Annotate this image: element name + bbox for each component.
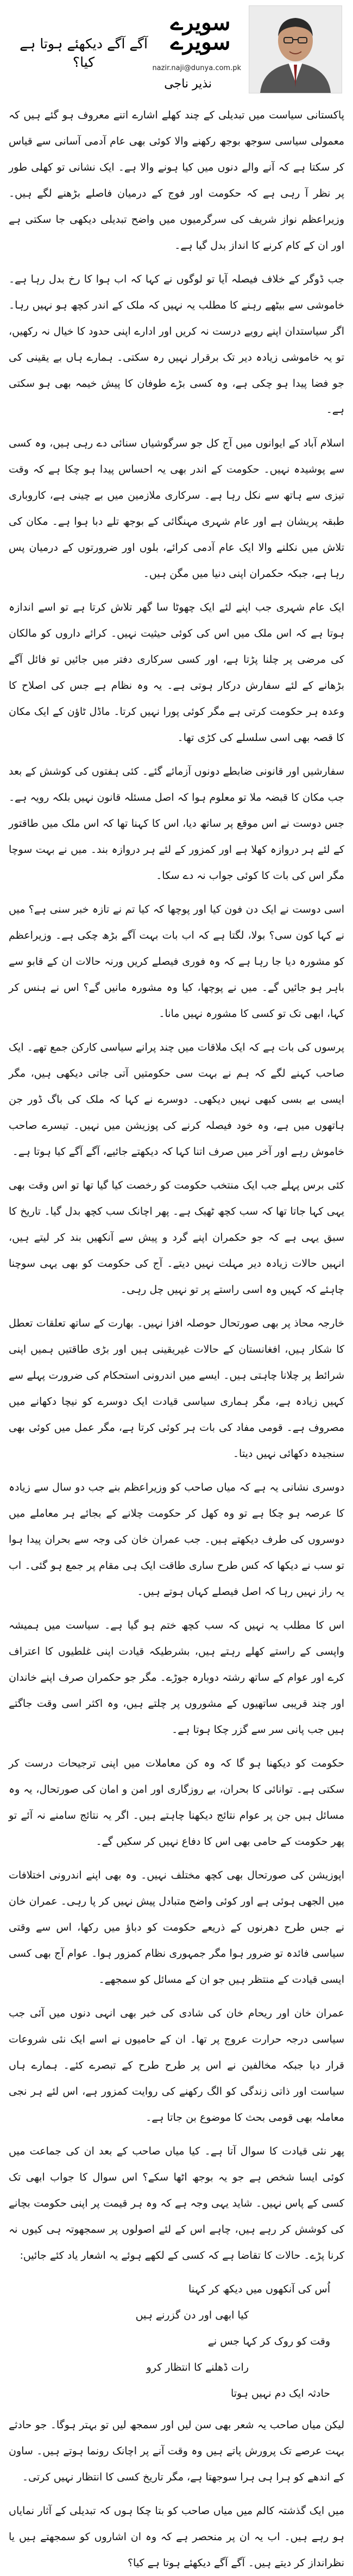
article-paragraph: جب ڈوگر کے خلاف فیصلہ آیا تو لوگوں نے کہا کہ اب ہوا کا رخ بدل رہا ہے۔ خاموشی سے بیٹھے رہنے کا مطلب یہ نہیں کہ ملک کے اندر کچھ ہو نہیں رہا۔ اگر سیاستدان اپنے رویے درست نہ کریں اور ادارے اپنی حدود کا خیال نہ رکھیں، تو یہ خاموشی زیادہ دیر تک برقرار نہیں رہ سکتی۔ ہمارے ہاں بے یقینی کی جو فضا پیدا ہو چکی ہے، وہ کسی بڑے طوفان کا پیش خیمہ بھی ہو سکتی ہے۔	[9, 273, 344, 416]
author-name: نذیر ناجی	[164, 77, 212, 91]
column-masthead	[5, 0, 348, 102]
article-paragraph: کئی برس پہلے جب ایک منتخب حکومت کو رخصت کیا گیا تھا تو اس وقت بھی یہی کہا جاتا تھا کہ سب کچھ ٹھیک ہے۔ پھر اچانک سب کچھ بدل گیا۔ تاریخ کا سبق یہی ہے کہ جو حکمران اپنے گرد و پیش سے آنکھیں بند کر لیتے ہیں، انہیں حالات زیادہ دیر مہلت نہیں دیتے۔ آج کی حکومت کو بھی یہی سوچنا چاہئے کہ کہیں وہ اسی راستے پر تو نہیں چل رہی۔	[9, 1179, 344, 1296]
column-headline: آگے آگے دیکھئے ہوتا ہے کیا؟	[20, 36, 148, 70]
article-body	[5, 102, 348, 2576]
author-portrait-icon	[249, 6, 342, 93]
poem-line: کیا ابھی اور دن گزرنے ہیں	[135, 2309, 249, 2321]
column-logo-line1: سویرے	[170, 10, 231, 35]
article-paragraph: اپوزیشن کی صورتحال بھی کچھ مختلف نہیں۔ وہ بھی اپنے اندرونی اختلافات میں الجھی ہوئی ہے اور کوئی واضح متبادل پیش نہیں کر پا رہی۔ عمران خان نے جس طرح دھرنوں کے ذریعے حکومت کو دباؤ میں رکھا، اس سے وقتی سیاسی فائدہ تو ضرور ہوا مگر جمہوری نظام کمزور ہوا۔ عوام آج بھی کسی ایسی قیادت کے منتظر ہیں جو ان کے مسائل کو سمجھے۔	[9, 1869, 344, 1986]
author-photo	[249, 5, 342, 93]
article-paragraph: عمران خان اور ریحام خان کی شادی کی خبر بھی انہی دنوں میں آئی جب سیاسی درجہ حرارت عروج پر تھا۔ ان کے حامیوں نے اسے ایک نئی شروعات قرار دیا جبکہ مخالفین نے اس پر طرح طرح کے تبصرے کئے۔ ہمارے ہاں سیاست اور ذاتی زندگی کو الگ رکھنے کی روایت کمزور ہے، اس لئے ہر نجی معاملہ بھی قومی بحث کا موضوع بن جاتا ہے۔	[9, 2007, 344, 2123]
column-logo-line2: سویرے	[170, 29, 231, 55]
article-paragraph: پرسوں کی بات ہے کہ ایک ملاقات میں چند پرانے سیاسی کارکن جمع تھے۔ ایک صاحب کہنے لگے کہ ہم نے بہت سی حکومتیں آتی جاتی دیکھی ہیں، مگر ایسی بے بسی کبھی نہیں دیکھی۔ دوسرے نے کہا کہ ملک کی باگ ڈور جن ہاتھوں میں ہے، وہ خود فیصلہ کرنے کی پوزیشن میں نہیں۔ تیسرے صاحب خاموش رہے اور آخر میں صرف اتنا کہا کہ دیکھتے جائیے، آگے آگے کیا ہوتا ہے۔	[9, 1041, 344, 1158]
article-paragraph: ایک عام شہری جب اپنے لئے ایک چھوٹا سا گھر تلاش کرتا ہے تو اسے اندازہ ہوتا ہے کہ اس ملک میں اس کی کوئی حیثیت نہیں۔ کرائے داروں کو مالکان کی مرضی پر چلنا پڑتا ہے، اور کسی سرکاری دفتر میں جائیں تو فائل آگے بڑھانے کے لئے سفارش درکار ہوتی ہے۔ یہ وہ نظام ہے جس کی اصلاح کا وعدہ ہر حکومت کرتی ہے مگر کوئی پورا نہیں کرتا۔ ماڈل ٹاؤن کے ایک مکان کا قصہ بھی اسی سلسلے کی کڑی تھا۔	[9, 601, 344, 744]
article-paragraph: اسی دوست نے ایک دن فون کیا اور پوچھا کہ کیا تم نے تازہ خبر سنی ہے؟ میں نے کہا کون سی؟ بولا، لگتا ہے کہ اب بات بہت آگے بڑھ چکی ہے۔ وزیراعظم کو مشورہ دیا جا رہا ہے کہ وہ فوری فیصلے کریں ورنہ حالات ان کے قابو سے باہر ہو جائیں گے۔ میں نے پوچھا، کیا وہ مشورہ مانیں گے؟ اس نے ہنس کر کہا، ابھی تک تو کسی کا مشورہ نہیں مانا۔	[9, 903, 344, 1020]
author-email: nazir.naji@dunya.com.pk	[152, 64, 241, 72]
poem-line: رات ڈھلنے کا انتظار کرو	[146, 2361, 249, 2373]
column-logo	[160, 12, 241, 53]
article-paragraph: اسلام آباد کے ایوانوں میں آج کل جو سرگوشیاں سنائی دے رہی ہیں، وہ کسی سے پوشیدہ نہیں۔ حکومت کے اندر بھی یہ احساس پیدا ہو چکا ہے کہ وقت تیزی سے ہاتھ سے نکل رہا ہے۔ سرکاری ملازمین میں بے چینی ہے، کاروباری طبقہ پریشان ہے اور عام شہری مہنگائی کے بوجھ تلے دبا ہوا ہے۔ مکان کی تلاش میں نکلنے والا ایک عام آدمی کرائے، بلوں اور ضرورتوں کے درمیان پس رہا ہے، جبکہ حکمران اپنی دنیا میں مگن ہیں۔	[9, 437, 344, 580]
article-paragraph: اس کا مطلب یہ نہیں کہ سب کچھ ختم ہو گیا ہے۔ سیاست میں ہمیشہ واپسی کے راستے کھلے رہتے ہیں، بشرطیکہ قیادت اپنی غلطیوں کا اعتراف کرے اور عوام کے ساتھ رشتہ دوبارہ جوڑے۔ مگر جو حکمران صرف اپنے خاندان اور چند قریبی ساتھیوں کے مشوروں پر چلتے ہیں، وہ اکثر اسی وقت جاگتے ہیں جب پانی سر سے گزر چکا ہوتا ہے۔	[9, 1619, 344, 1736]
poem-line: اُس کی آنکھوں میں دیکھ کر کہنا	[188, 2283, 330, 2295]
poem-line: حادثہ ایک دم نہیں ہوتا	[230, 2387, 330, 2399]
article-paragraph: دوسری نشانی یہ ہے کہ میاں صاحب کو وزیراعظم بنے جب دو سال سے زیادہ کا عرصہ ہو چکا ہے تو وہ کھل کر حکومت چلانے کے بجائے ہر معاملے میں دوسروں کی طرف دیکھتے ہیں۔ جب عمران خان کی وجہ سے بحران پیدا ہوا تو سب نے دیکھا کہ کس طرح ساری طاقت ایک ہی مقام پر جمع ہو گئی۔ اب یہ راز نہیں رہا کہ اصل فیصلے کہاں ہوتے ہیں۔	[9, 1481, 344, 1598]
article-paragraph: پھر نئی قیادت کا سوال آتا ہے۔ کیا میاں صاحب کے بعد ان کی جماعت میں کوئی ایسا شخص ہے جو یہ بوجھ اٹھا سکے؟ اس سوال کا جواب ابھی تک کسی کے پاس نہیں۔ شاید یہی وجہ ہے کہ وہ ہر قیمت پر اپنی حکومت بچانے کی کوشش کر رہے ہیں، چاہے اس کے لئے اصولوں پر سمجھوتہ ہی کیوں نہ کرنا پڑے۔ حالات کا تقاضا ہے کہ کسی کے لکھے ہوئے یہ اشعار یاد کئے جائیں:	[9, 2145, 344, 2261]
article-paragraph: خارجہ محاذ پر بھی صورتحال حوصلہ افزا نہیں۔ بھارت کے ساتھ تعلقات تعطل کا شکار ہیں، افغانستان کے حالات غیریقینی ہیں اور بڑی طاقتیں ہمیں اپنی شرائط پر چلانا چاہتی ہیں۔ ایسے میں اندرونی استحکام کی ضرورت پہلے سے کہیں زیادہ ہے، مگر ہماری سیاسی قیادت ایک دوسرے کو نیچا دکھانے میں مصروف ہے۔ قومی مفاد کی بات ہر کوئی کرتا ہے، مگر عمل میں کوئی بھی سنجیدہ دکھائی نہیں دیتا۔	[9, 1317, 344, 1460]
article-paragraph: حکومت کو دیکھنا ہو گا کہ وہ کن معاملات میں اپنی ترجیحات درست کر سکتی ہے۔ توانائی کا بحران، بے روزگاری اور امن و امان کی صورتحال، یہ وہ مسائل ہیں جن پر عوام نتائج دیکھنا چاہتے ہیں۔ اگر یہ نتائج سامنے نہ آئے تو پھر حکومت کے حامی بھی اس کا دفاع نہیں کر سکیں گے۔	[9, 1757, 344, 1848]
poem-block	[9, 2276, 344, 2407]
poem-line: وقت کو روک کر کہا جس نے	[207, 2335, 330, 2347]
article-paragraph: پاکستانی سیاست میں تبدیلی کے چند کھلے اشارے اتنے معروف ہو گئے ہیں کہ معمولی سیاسی سوجھ بوجھ رکھنے والا کوئی بھی عام آدمی آسانی سے قیاس کر سکتا ہے کہ آنے والے دنوں میں کیا ہونے والا ہے۔ ایک نشانی تو کھلی طور پر نظر آ رہی ہے کہ حکومت اور فوج کے درمیان فاصلے بڑھنے لگے ہیں۔ وزیراعظم نواز شریف کی سرگرمیوں میں واضح تبدیلی دیکھی جا سکتی ہے اور ان کے کام کرنے کا انداز بدل گیا ہے۔	[9, 109, 344, 252]
closing-paragraph: میں ایک گذشتہ کالم میں میاں صاحب کو بتا چکا ہوں کہ تبدیلی کے آثار نمایاں ہو رہے ہیں۔ اب یہ ان پر منحصر ہے کہ وہ ان اشاروں کو سمجھتے ہیں یا نظرانداز کر دیتے ہیں۔ آگے آگے دیکھئے ہوتا ہے کیا؟	[9, 2505, 344, 2569]
closing-paragraph: لیکن میاں صاحب یہ شعر بھی سن لیں اور سمجھ لیں تو بہتر ہوگا۔ جو حادثے بہت عرصے تک پرورش پاتے ہیں وہ وقت آنے پر اچانک رونما ہوتے ہیں۔ ساون کے اندھے کو ہرا ہی ہرا سوجھتا ہے، مگر تاریخ کسی کا انتظار نہیں کرتی۔	[9, 2419, 344, 2483]
article-paragraph: سفارشیں اور قانونی ضابطے دونوں آزمائے گئے۔ کئی ہفتوں کی کوشش کے بعد جب مکان کا قبضہ ملا تو معلوم ہوا کہ اصل مسئلہ قانون نہیں بلکہ رویہ ہے۔ جس دوست نے اس موقع پر ساتھ دیا، اس کا کہنا تھا کہ اس ملک میں طاقتور کے لئے ہر دروازہ کھلا ہے اور کمزور کے لئے ہر دروازہ بند۔ میں نے بہت سوچا مگر اس کی بات کا کوئی جواب نہ دے سکا۔	[9, 765, 344, 882]
